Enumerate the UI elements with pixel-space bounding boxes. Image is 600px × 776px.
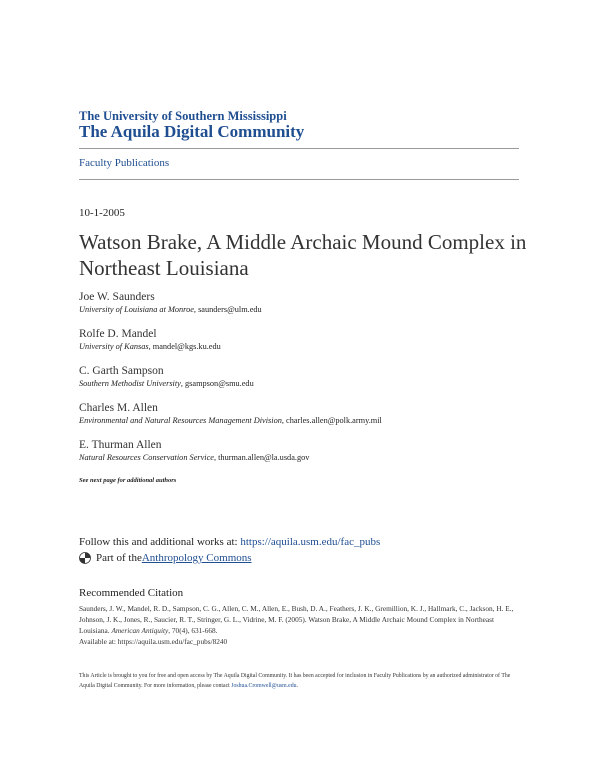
anthropology-commons-link[interactable]: Anthropology Commons [141,552,252,564]
affiliation-name: University of Kansas [79,342,149,351]
author-name: E. Thurman Allen [79,439,162,451]
author-name: Joe W. Saunders [79,291,155,303]
author-entry [79,290,529,316]
citation-text [79,603,524,647]
article-title: Watson Brake, A Middle Archaic Mound Complex in Northeast Louisiana [79,230,527,280]
contact-email-link[interactable]: Joshua.Cromwell@usm.edu [231,683,297,689]
author-email: , charles.allen@polk.army.mil [281,416,382,425]
notice-end: . [296,683,298,689]
follow-link[interactable]: https://aquila.usm.edu/fac_pubs [240,536,381,548]
collection-link[interactable]: Faculty Publications [79,157,170,169]
citation-volume: , 70(4), 631-668. [168,626,218,635]
author-name: C. Garth Sampson [79,365,164,377]
author-entry [79,438,529,464]
network-icon [79,552,91,564]
follow-line [79,536,380,548]
author-affiliation [79,304,529,316]
author-affiliation [79,452,529,464]
author-affiliation [79,341,529,353]
divider-top [79,148,519,149]
university-name: The University of Southern Mississippi [79,109,287,123]
author-list [79,290,529,475]
author-name: Rolfe D. Mandel [79,328,157,340]
access-notice [79,671,524,691]
author-name: Charles M. Allen [79,402,158,414]
author-email: , saunders@ulm.edu [193,305,262,314]
publication-date: 10-1-2005 [79,207,125,219]
citation-body: Saunders, J. W., Mandel, R. D., Sampson, C. G., Allen, C. M., Allen, E., Bush, D. A., Feathers, J. K., Gremillion, K. J., Hallmark, C., Jackson, H. E., Johnson, J. K., Jones, R., Saucier, R. T., Stringer, G. L., Vidrine, M. F. (2005). Watson Brake, A Middle Archaic Mound Complex in Northeast Louisiana. [79,604,514,635]
available-at: Available at: https://aquila.usm.edu/fac_pubs/8240 [79,637,228,646]
author-email: , mandel@kgs.ku.edu [148,342,221,351]
affiliation-name: Environmental and Natural Resources Management Division [79,416,282,425]
notice-text: This Article is brought to you for free and open access by The Aquila Digital Community. It has been accepted for inclusion in Faculty Publications by an authorized administrator of The Aquila Digital Community. For more information, please contact [79,673,511,689]
follow-text: Follow this and additional works at: [79,536,241,548]
repository-name[interactable]: The Aquila Digital Community [79,122,305,141]
part-of-line [79,552,252,564]
journal-name: American Antiquity [111,626,169,635]
author-affiliation [79,378,529,390]
author-entry [79,401,529,427]
author-email: , thurman.allen@la.usda.gov [213,453,310,462]
part-of-text: Part of the [96,552,142,564]
author-affiliation [79,415,529,427]
affiliation-name: University of Louisiana at Monroe [79,305,194,314]
affiliation-name: Southern Methodist University [79,379,181,388]
see-next-page-note: See next page for additional authors [79,477,177,484]
author-entry [79,364,529,390]
author-entry [79,327,529,353]
recommended-citation-heading: Recommended Citation [79,587,184,599]
affiliation-name: Natural Resources Conservation Service [79,453,214,462]
author-email: , gsampson@smu.edu [180,379,254,388]
divider-bottom [79,179,519,180]
